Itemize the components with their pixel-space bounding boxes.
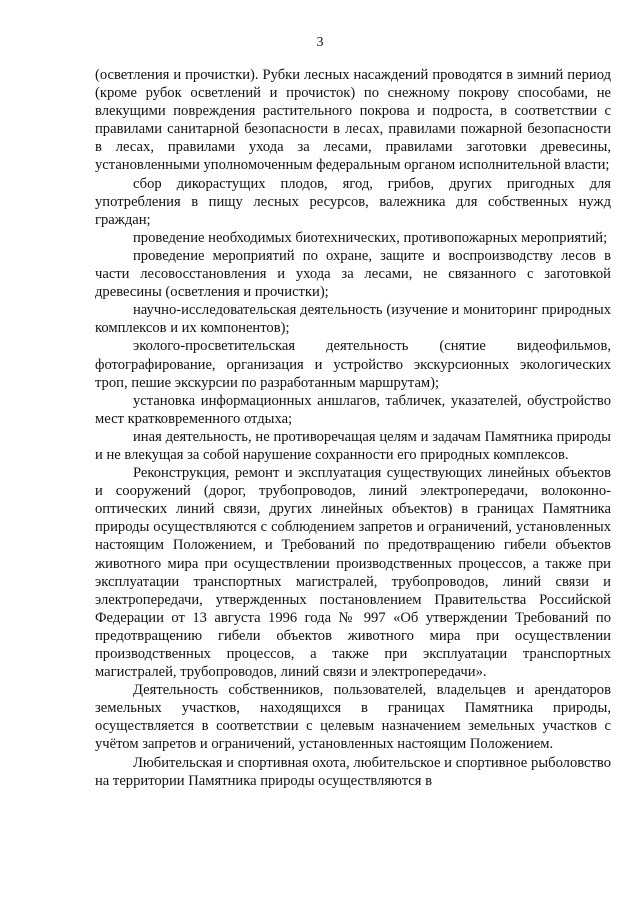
paragraph: Реконструкция, ремонт и эксплуатация существующих линейных объектов и сооружений (дорог, трубопроводов, линий электропередачи, волоконно-оптических линий связи, других линейных объектов) в границах Памятника природы осуществляются с соблюдением запретов и ограничений, установленных настоящим Положением, и Требований по предотвращению гибели объектов животного мира при осуществлении производственных процессов, а также при эксплуатации транспортных магистралей, трубопроводов, линий связи и электропередачи, утвержденных постановлением Правительства Российской Федерации от 13 августа 1996 года № 997 «Об утверждении Требований по предотвращению гибели объектов животного мира при осуществлении производственных процессов, а также при эксплуатации транспортных магистралей, трубопроводов, линий связи и электропередачи».: [95, 465, 611, 681]
page-number: 3: [316, 35, 324, 50]
paragraph: сбор дикорастущих плодов, ягод, грибов, других пригодных для употребления в пищу лесных ресурсов, валежника для собственных нужд граждан;: [95, 175, 611, 228]
paragraph: эколого-просветительская деятельность (снятие видеофильмов, фотографирование, организация и устройство экскурсионных экологических троп, пешие экскурсии по разработанным маршрутам);: [95, 338, 611, 391]
paragraph: установка информационных аншлагов, табличек, указателей, обустройство мест кратковременного отдыха;: [95, 392, 611, 427]
paragraph: (осветления и прочистки). Рубки лесных насаждений проводятся в зимний период (кроме рубок осветлений и прочисток) по снежному покрову способами, не влекущими повреждения растительного покрова и подроста, в соответствии с правилами санитарной безопасности в лесах, правилами пожарной безопасности в лесах, правилами ухода за лесами, правилами заготовки древесины, установленными уполномоченным федеральным органом исполнительной власти;: [95, 67, 611, 174]
paragraph: проведение мероприятий по охране, защите и воспроизводству лесов в части лесовосстановления и ухода за лесами, не связанного с заготовкой древесины (осветления и прочистки);: [95, 247, 611, 301]
paragraph: иная деятельность, не противоречащая целям и задачам Памятника природы и не влекущая за собой нарушение сохранности его природных комплексов.: [95, 428, 611, 463]
document-body: [95, 66, 611, 790]
paragraph: Любительская и спортивная охота, любительское и спортивное рыболовство на территории Памятника природы осуществляются в: [95, 754, 611, 789]
paragraph: Деятельность собственников, пользователей, владельцев и арендаторов земельных участков, находящихся в границах Памятника природы, осуществляется в соответствии с целевым назначением земельных участков с учётом запретов и ограничений, установленных настоящим Положением.: [95, 682, 611, 753]
paragraph: научно-исследовательская деятельность (изучение и мониторинг природных комплексов и их компонентов);: [95, 302, 611, 337]
paragraph: проведение необходимых биотехнических, противопожарных мероприятий;: [133, 229, 608, 246]
